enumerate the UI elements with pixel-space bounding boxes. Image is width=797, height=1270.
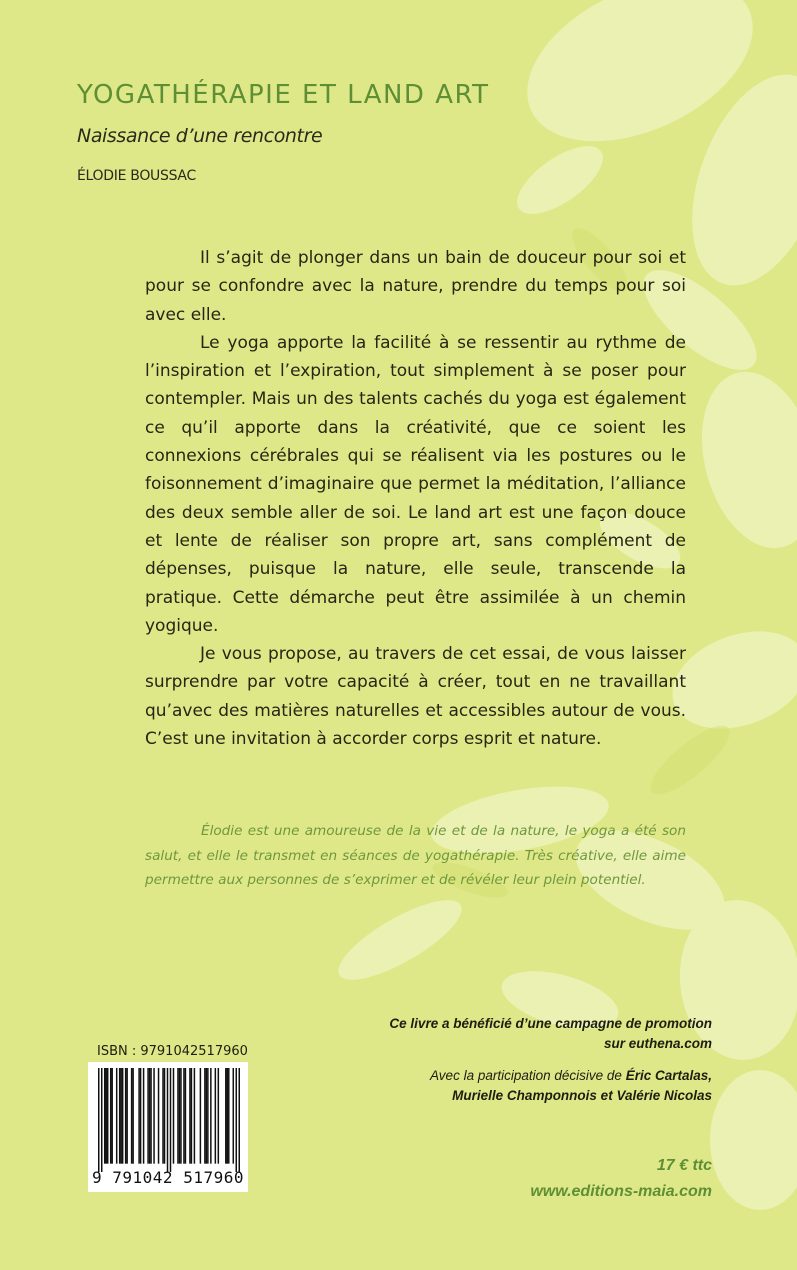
synopsis-paragraph: Le yoga apporte la facilité à se ressentir au rythme de l’inspiration et l’expiration, tout simplement à se poser pour contempler. Mais un des talents cachés du yoga est également ce qu’il apporte dans la créativité, que ce soient les connexions cérébrales qui se réalisent via les postures ou le foisonnement d’imaginaire que permet la méditation, l’alliance des deux semble aller de soi. Le land art est une façon douce et lente de réaliser son propre art, sans complément de dépenses, puisque la nature, elle seule, transcende la pratique. Cette démarche peut être assimilée à un chemin yogique. bbox=[145, 332, 686, 636]
participation-prefix: Avec la participation décisive de bbox=[430, 1068, 622, 1083]
barcode-bar bbox=[183, 1068, 184, 1164]
barcode-bar bbox=[177, 1068, 178, 1164]
barcode-bar bbox=[179, 1068, 180, 1164]
barcode-bar bbox=[228, 1068, 229, 1164]
barcode-bar bbox=[138, 1068, 139, 1164]
barcode-bars bbox=[98, 1068, 240, 1172]
barcode-bar bbox=[239, 1068, 240, 1172]
barcode-bar bbox=[167, 1068, 168, 1172]
barcode bbox=[88, 1062, 248, 1192]
barcode-bar bbox=[210, 1068, 211, 1164]
book-subtitle: Naissance d’une rencontre bbox=[77, 125, 323, 147]
barcode-bar bbox=[111, 1068, 112, 1164]
barcode-bar bbox=[150, 1068, 151, 1164]
barcode-bar bbox=[147, 1068, 148, 1164]
barcode-bar bbox=[149, 1068, 150, 1164]
promotion-line: Ce livre a bénéficié d’une campagne de promotion bbox=[389, 1016, 712, 1031]
barcode-bar bbox=[164, 1068, 165, 1164]
barcode-bar bbox=[200, 1068, 201, 1164]
barcode-bar bbox=[116, 1068, 117, 1164]
barcode-bar bbox=[105, 1068, 106, 1164]
barcode-bar bbox=[189, 1068, 190, 1164]
barcode-bar bbox=[162, 1068, 163, 1164]
barcode-bar bbox=[204, 1068, 205, 1164]
barcode-bar bbox=[227, 1068, 228, 1164]
barcode-bar bbox=[218, 1068, 219, 1164]
barcode-bar bbox=[173, 1068, 174, 1164]
barcode-bar bbox=[104, 1068, 105, 1164]
barcode-bar bbox=[125, 1068, 126, 1164]
participation-credits bbox=[292, 1066, 712, 1106]
barcode-bar bbox=[101, 1068, 102, 1172]
barcode-bar bbox=[194, 1068, 195, 1164]
barcode-bar bbox=[158, 1068, 159, 1164]
barcode-bar bbox=[120, 1068, 121, 1164]
barcode-bar bbox=[207, 1068, 208, 1164]
barcode-bar bbox=[132, 1068, 133, 1164]
barcode-bar bbox=[191, 1068, 192, 1164]
barcode-digits: 9 791042 517960 bbox=[92, 1168, 244, 1187]
book-title: YOGATHÉRAPIE ET LAND ART bbox=[77, 80, 490, 110]
price: 17 € ttc bbox=[656, 1157, 712, 1174]
barcode-bar bbox=[225, 1068, 226, 1164]
barcode-bar bbox=[236, 1068, 237, 1172]
participation-names: Éric Cartalas, bbox=[625, 1068, 712, 1083]
barcode-bar bbox=[180, 1068, 181, 1164]
barcode-bar bbox=[119, 1068, 120, 1164]
barcode-bar bbox=[185, 1068, 186, 1164]
barcode-bar bbox=[206, 1068, 207, 1164]
isbn-label: ISBN : 9791042517960 bbox=[97, 1044, 248, 1059]
barcode-bar bbox=[131, 1068, 132, 1164]
barcode-bar bbox=[233, 1068, 234, 1164]
barcode-bar bbox=[98, 1068, 99, 1172]
barcode-bar bbox=[215, 1068, 216, 1164]
barcode-bar bbox=[140, 1068, 141, 1164]
publisher-website: www.editions-maia.com bbox=[530, 1183, 712, 1200]
synopsis-paragraph: Il s’agit de plonger dans un bain de douceur pour soi et pour se confondre avec la nature, prendre du temps pour soi avec elle. bbox=[145, 248, 686, 325]
promotion-line: sur euthena.com bbox=[603, 1036, 712, 1051]
barcode-bar bbox=[126, 1068, 127, 1164]
promotion-note bbox=[292, 1014, 712, 1054]
author-name: ÉLODIE BOUSSAC bbox=[77, 168, 196, 184]
barcode-bar bbox=[170, 1068, 171, 1172]
barcode-bar bbox=[143, 1068, 144, 1164]
barcode-bar bbox=[153, 1068, 154, 1164]
synopsis-paragraph: Je vous propose, au travers de cet essai, de vous laisser surprendre par votre capacité à créer, tout en ne travaillant qu’avec des matières naturelles et accessibles autour de vous. C’est une invitation à accorder corps esprit et nature. bbox=[145, 644, 686, 750]
participation-names: Murielle Champonnois et Valérie Nicolas bbox=[452, 1088, 712, 1103]
barcode-bar bbox=[107, 1068, 108, 1164]
author-bio: Élodie est une amoureuse de la vie et de la nature, le yoga a été son salut, et elle le transmet en séances de yogathérapie. Très créative, elle aime permettre aux personnes de s’exprimer et de révéler leur plein potentiel. bbox=[145, 823, 686, 888]
barcode-bar bbox=[110, 1068, 111, 1164]
synopsis bbox=[145, 244, 686, 753]
barcode-bar bbox=[122, 1068, 123, 1164]
